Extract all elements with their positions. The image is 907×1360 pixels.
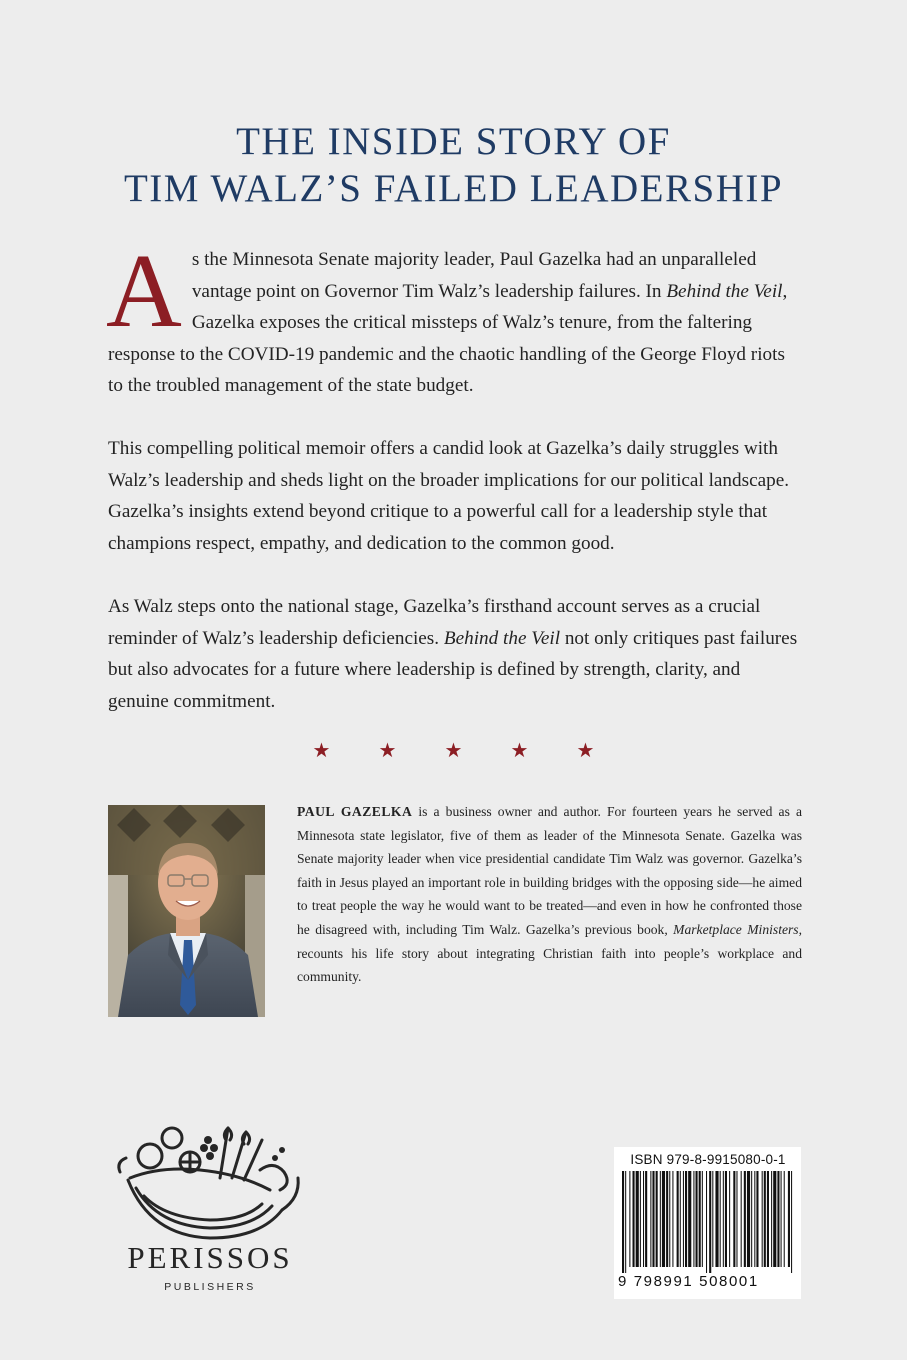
barcode-bar bbox=[788, 1171, 790, 1267]
barcode-bar bbox=[645, 1171, 647, 1267]
barcode-bar bbox=[754, 1171, 755, 1267]
barcode-bar bbox=[725, 1171, 727, 1267]
book-title: Behind the Veil bbox=[666, 280, 783, 302]
barcode-bar bbox=[702, 1171, 703, 1267]
intro-text-a: s the Minnesota Senate majority leader, Paul Gazelka had an unparalleled vantage point on Governor Tim Walz’s leadership failures. In bbox=[191, 249, 757, 302]
barcode-bar bbox=[650, 1171, 651, 1267]
barcode-bar bbox=[723, 1171, 724, 1267]
isbn-label: ISBN 979-8-9915080-0-1 bbox=[630, 1152, 786, 1167]
star-icon: ★ bbox=[510, 740, 529, 762]
previous-book-title: Marketplace Ministers bbox=[673, 921, 799, 937]
barcode-bar bbox=[693, 1171, 694, 1267]
barcode-bar bbox=[773, 1171, 776, 1267]
star-icon: ★ bbox=[312, 740, 331, 762]
barcode-bar bbox=[741, 1171, 742, 1267]
intro-paragraph bbox=[106, 232, 802, 402]
bio-text-b: , recounts his life story about integrating Christian faith into people’s workplace and community. bbox=[297, 921, 802, 985]
book-title: Behind the Veil bbox=[443, 627, 561, 649]
publisher-subtitle: PUBLISHERS bbox=[164, 1281, 256, 1293]
barcode-bar bbox=[764, 1171, 766, 1267]
barcode-bar bbox=[712, 1171, 713, 1267]
barcode-bar bbox=[784, 1171, 785, 1267]
barcode-bar bbox=[680, 1171, 681, 1267]
barcode-bar bbox=[640, 1171, 641, 1267]
cover-headline bbox=[0, 118, 907, 212]
author-photo bbox=[108, 805, 265, 1017]
intro-text-b: , Gazelka exposes the critical missteps of Walz’s tenure, from the faltering response to the COVID-19 pandemic and the chaotic handling of the George Floyd riots to the troubled management of the state budget. bbox=[108, 280, 788, 396]
barcode-bar bbox=[756, 1171, 758, 1267]
author-bio bbox=[297, 800, 802, 989]
barcode-bar bbox=[636, 1171, 639, 1267]
memoir-paragraph: This compelling political memoir offers a candid look at Gazelka’s daily struggles with Walz’s leadership and sheds light on the broader implications for our political landscape. Gazelka’s insights extend beyond critique to a powerful call for a leadership style that champions respect, empathy, and dedication to the common good. bbox=[108, 438, 790, 554]
barcode-bar bbox=[625, 1171, 626, 1273]
barcode-bar bbox=[736, 1171, 737, 1267]
author-name: PAUL GAZELKA bbox=[297, 804, 413, 819]
barcode-bar bbox=[720, 1171, 721, 1267]
barcode-bar bbox=[688, 1171, 691, 1267]
barcode-bar bbox=[791, 1171, 792, 1273]
barcode-bar bbox=[751, 1171, 752, 1267]
closing-text-b: not only critiques past failures but also advocates for a future where leadership is defined by strength, clarity, and genuine commitment. bbox=[108, 627, 798, 712]
drop-cap: A bbox=[106, 232, 182, 349]
bio-text-a: is a business owner and author. For fourteen years he served as a Minnesota state legislator, five of them as leader of the Minnesota Senate. Gazelka was Senate majority leader when vice presidential candidate Tim Walz was governor. Gazelka’s faith in Jesus played an important role in building bridges with the opposing side—he aimed to treat people the way he would want to be treated—and even in how he confronted those he disagreed with, including Tim Walz. Gazelka’s previous book, bbox=[297, 804, 802, 937]
barcode-bar bbox=[696, 1171, 698, 1267]
barcode-bar bbox=[706, 1171, 707, 1273]
barcode-bar bbox=[729, 1171, 730, 1267]
barcode-bar bbox=[747, 1171, 750, 1267]
barcode-bar bbox=[733, 1171, 735, 1267]
barcode-bar bbox=[762, 1171, 763, 1267]
barcode-bar bbox=[666, 1171, 668, 1267]
barcode-bar bbox=[677, 1171, 679, 1267]
barcode-bars-icon bbox=[620, 1171, 796, 1273]
barcode-bar bbox=[643, 1171, 644, 1267]
barcode-bar bbox=[662, 1171, 665, 1267]
barcode-digits: 9 798991 508001 bbox=[618, 1273, 759, 1290]
closing-paragraph bbox=[108, 591, 802, 717]
barcode-bar bbox=[656, 1171, 658, 1267]
barcode-bar bbox=[715, 1171, 718, 1267]
barcode-bar bbox=[709, 1171, 711, 1273]
headline-line-1: THE INSIDE STORY OF bbox=[236, 120, 671, 163]
barcode-bar bbox=[683, 1171, 684, 1267]
barcode-bar bbox=[699, 1171, 701, 1267]
barcode-bar bbox=[781, 1171, 782, 1267]
star-icon: ★ bbox=[378, 740, 397, 762]
star-icon: ★ bbox=[576, 740, 595, 762]
star-icon: ★ bbox=[444, 740, 463, 762]
isbn-barcode bbox=[614, 1147, 801, 1299]
star-divider bbox=[0, 738, 907, 763]
closing-text-a: As Walz steps onto the national stage, Gazelka’s firsthand account serves as a crucial reminder of Walz’s leadership deficiencies. bbox=[108, 596, 761, 649]
barcode-bar bbox=[744, 1171, 746, 1267]
headline-line-2: TIM WALZ’S FAILED LEADERSHIP bbox=[123, 167, 784, 210]
barcode-bar bbox=[672, 1171, 673, 1267]
barcode-bar bbox=[622, 1171, 624, 1273]
barcode-bar bbox=[633, 1171, 635, 1267]
barcode-bar bbox=[767, 1171, 769, 1267]
barcode-bar bbox=[629, 1171, 630, 1267]
barcode-bar bbox=[660, 1171, 661, 1267]
barcode-bar bbox=[652, 1171, 654, 1267]
barcode-bar bbox=[669, 1171, 670, 1267]
barcode-bar bbox=[771, 1171, 772, 1267]
barcode-bar bbox=[685, 1171, 687, 1267]
publisher-name: PERISSOS bbox=[127, 1240, 293, 1275]
barcode-bar bbox=[777, 1171, 779, 1267]
